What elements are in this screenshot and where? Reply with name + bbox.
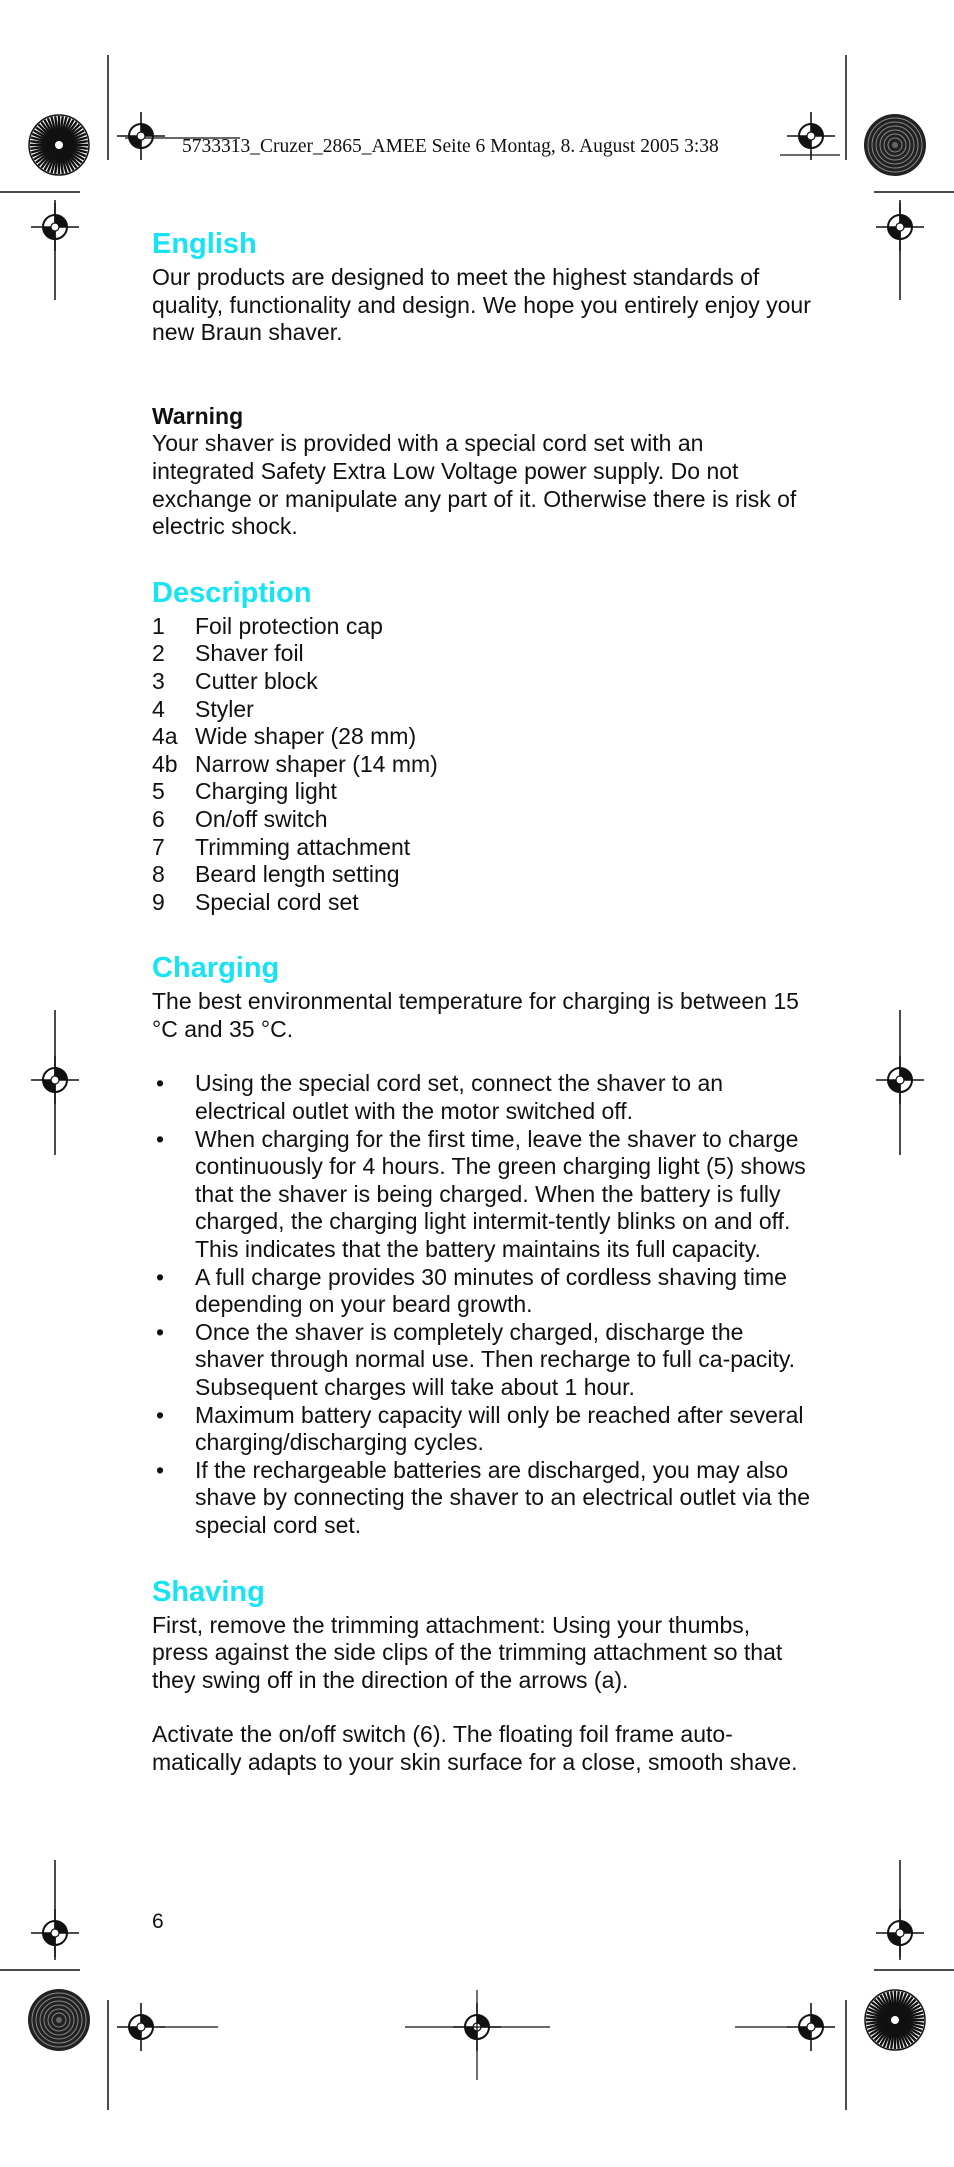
list-item: 9 Special cord set (152, 888, 359, 915)
list-item: • Once the shaver is completely charged, discharge the shaver through normal use. Then recharge to full ca-pacity. Subsequent charges will take about 1 hour. (156, 1318, 796, 1400)
print-slug: 5733313_Cruzer_2865_AMEE Seite 6 Montag, 8. August 2005 3:38 (182, 136, 719, 157)
list-item: • If the rechargeable batteries are discharged, you may also shave by connecting the shaver to an electrical outlet via the special cord set. (156, 1456, 810, 1538)
section-english (152, 224, 812, 541)
list-item: 2 Shaver foil (152, 640, 304, 667)
list-item: • Maximum battery capacity will only be reached after several charging/discharging cycles. (156, 1401, 804, 1456)
list-item: • When charging for the first time, leave the shaver to charge continuously for 4 hours. The green charging light (5) shows that the shaver is being charged. When the battery is fully charged, the charging light intermit-tently blinks on and off. This indicates that the battery maintains its full capacity. (156, 1125, 806, 1263)
description-list (152, 613, 812, 917)
charging-intro: The best environmental temperature for charging is between 15 °C and 35 °C. (152, 988, 799, 1042)
section-shaving (152, 1572, 812, 1777)
list-item: 5 Charging light (152, 778, 337, 805)
english-intro: Our products are designed to meet the highest standards of quality, functionality and design. We hope you entirely enjoy your new Braun shaver. (152, 264, 811, 346)
section-charging (152, 948, 812, 1539)
section-description (152, 573, 812, 917)
heading-charging: Charging (152, 952, 280, 985)
list-item: 6 On/off switch (152, 805, 328, 832)
list-item: 8 Beard length setting (152, 861, 400, 888)
heading-shaving: Shaving (152, 1575, 265, 1608)
page-content (152, 224, 812, 1777)
list-item: 7 Trimming attachment (152, 833, 411, 860)
list-item: • Using the special cord set, connect the shaver to an electrical outlet with the motor switched off. (156, 1070, 724, 1125)
warning-text: Your shaver is provided with a special cord set with an integrated Safety Extra Low Voltage power supply. Do not exchange or manipulate any part of it. Otherwise there is risk of electric shock. (152, 430, 797, 540)
list-item: 4a Wide shaper (28 mm) (152, 723, 417, 750)
warning-title: Warning (152, 402, 244, 429)
shaving-para-1: First, remove the trimming attachment: Using your thumbs, press against the side clips of the trimming attachment so that they swing off in the direction of the arrows (a). (152, 1611, 783, 1693)
list-item: 4b Narrow shaper (14 mm) (152, 750, 438, 777)
list-item: 3 Cutter block (152, 667, 318, 694)
page-number: 6 (152, 1910, 164, 1933)
list-item: • A full charge provides 30 minutes of cordless shaving time depending on your beard growth. (156, 1263, 787, 1318)
list-item: 4 Styler (152, 695, 254, 722)
shaving-para-2: Activate the on/off switch (6). The floating foil frame auto-matically adapts to your skin surface for a close, smooth shave. (152, 1721, 798, 1775)
heading-description: Description (152, 576, 312, 609)
charging-bullets (152, 1070, 812, 1539)
heading-english: English (152, 228, 257, 260)
list-item: 1 Foil protection cap (152, 612, 383, 639)
